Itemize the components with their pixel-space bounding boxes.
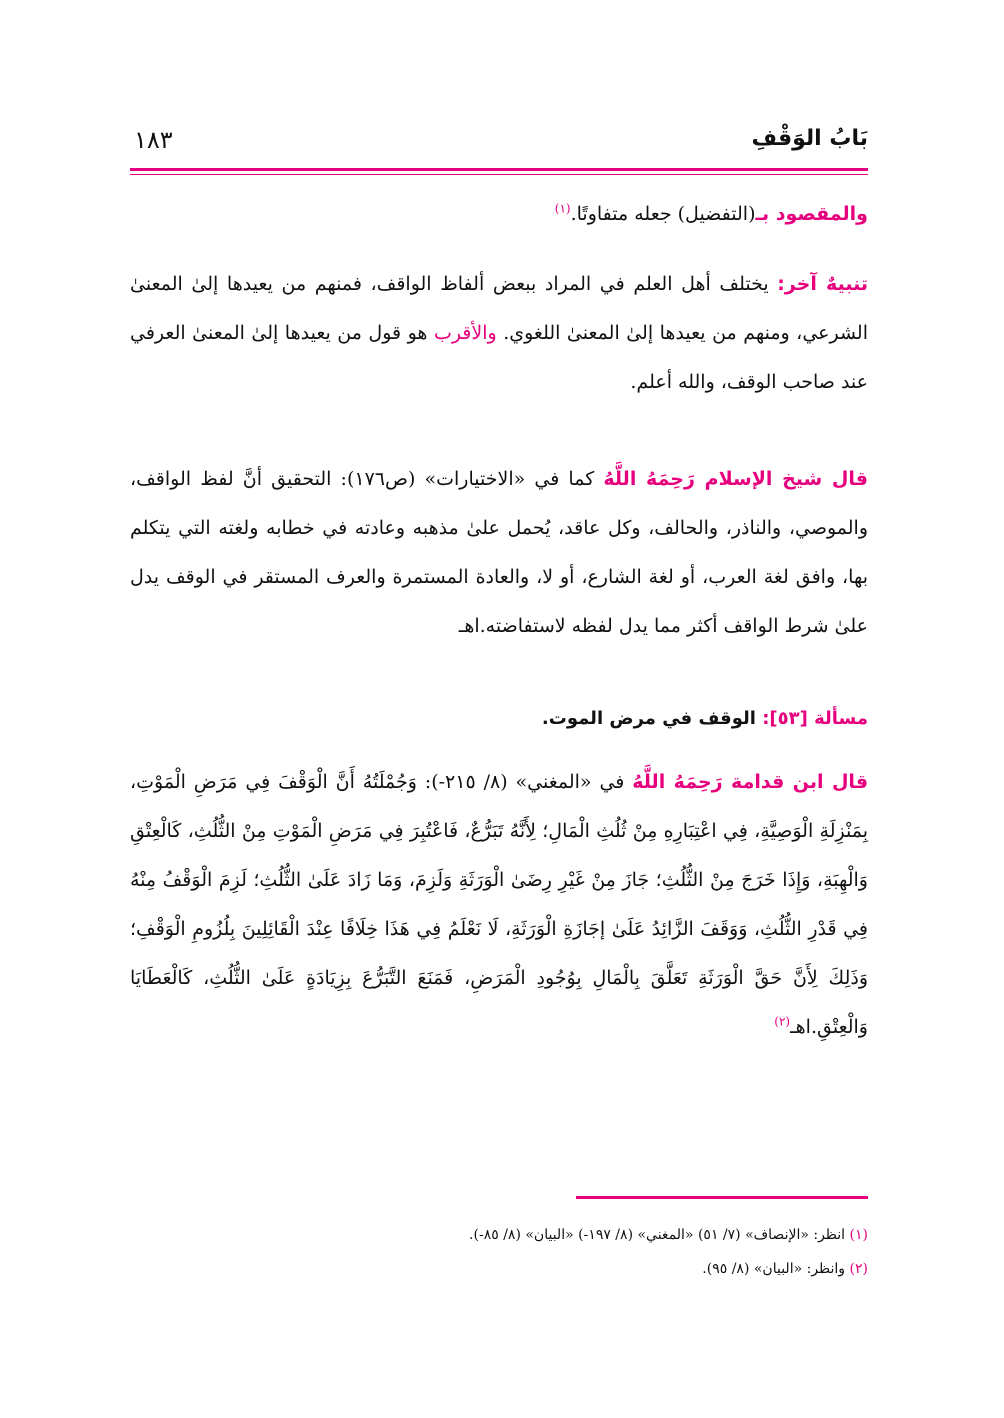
footnote-separator xyxy=(576,1196,868,1199)
quote-label-sheikh: قال شيخ الإسلام رَحِمَهُ اللَّهُ xyxy=(603,468,868,490)
footnote-ref-1: (١) xyxy=(554,201,571,216)
page-number: ١٨٣ xyxy=(134,126,173,154)
paragraph-notice xyxy=(130,260,868,407)
footnote-item xyxy=(130,1218,868,1252)
quote-label-ibn-qudamah: قال ابن قدامة رَحِمَهُ اللَّهُ xyxy=(632,771,869,793)
quote-text-ibn-qudamah: في «المغني» (٨/ ٢١٥-): وَجُمْلَتُهُ أَنَّ الْوَقْفَ فِي مَرَضِ الْمَوْتِ، بِمَنْزِلَةِ الْوَصِيَّةِ، فِي اعْتِبَارِهِ مِنْ ثُلُثِ الْمَالِ؛ لِأَنَّهُ تَبَرُّعٌ، فَاعْتُبِرَ فِي مَرَضِ الْمَوْتِ مِنْ الثُّلُثِ، كَالْعِتْقِ وَالْهِبَةِ، وَإِذَا خَرَجَ مِنْ الثُّلُثِ؛ جَازَ مِنْ غَيْرِ رِضَىٰ الْوَرَثَةِ وَلَزِمَ، وَمَا زَادَ عَلَىٰ الثُّلُثِ؛ لَزِمَ الْوَقْفُ مِنْهُ فِي قَدْرِ الثُّلُثِ، وَوَقَفَ الزَّائِدُ عَلَىٰ إجَازَةِ الْوَرَثَةِ، لَا نَعْلَمُ فِي هَذَا خِلَافًا عِنْدَ الْقَائِلِينَ بِلُزُومِ الْوَقْفِ؛ وَذَلِكَ لِأَنَّ حَقَّ الْوَرَثَةِ تَعَلَّقَ بِالْمَالِ بِوُجُودِ الْمَرَضِ، فَمَنَعَ التَّبَرُّعَ بِزِيَادَةٍ عَلَىٰ الثُّلُثِ، كَالْعَطَايَا وَالْعِتْقِ.اهـ xyxy=(130,771,868,1038)
issue-title: الوقف في مرض الموت. xyxy=(541,708,756,729)
chapter-title: بَابُ الوَقْفِ xyxy=(751,126,868,151)
paragraph-ibn-taymiyyah xyxy=(130,455,868,651)
issue-heading xyxy=(130,708,868,729)
notice-highlight: والأقرب xyxy=(433,322,497,344)
footnote-ref-2: (٢) xyxy=(774,1014,791,1029)
paragraph-definition xyxy=(130,190,868,239)
header-rule-thin xyxy=(130,174,868,175)
paragraph-ibn-qudamah xyxy=(130,758,868,1052)
footnote-text: انظر: «الإنصاف» (٧/ ٥١) «المغني» (٨/ ١٩٧-) «البيان» (٨/ ٨٥-). xyxy=(469,1227,846,1243)
footnote-number: (١) xyxy=(849,1227,868,1243)
footnote-text: وانظر: «البيان» (٨/ ٩٥). xyxy=(702,1261,846,1277)
footnote-item xyxy=(130,1252,868,1286)
footnotes xyxy=(130,1218,868,1286)
definition-text: (التفضيل) جعله متفاوتًا. xyxy=(570,203,756,225)
issue-number: مسألة [٥٣]: xyxy=(762,708,868,729)
footnote-number: (٢) xyxy=(849,1261,868,1277)
header-rule-thick xyxy=(130,168,868,171)
quote-text-sheikh: كما في «الاختيارات» (ص١٧٦): التحقيق أنَّ لفظ الواقف، والموصي، والناذر، والحالف، وكل عاقد، يُحمل علىٰ مذهبه وعادته في خطابه ولغته التي يتكلم بها، وافق لغة العرب، أو لغة الشارع، أو لا، والعادة المستمرة والعرف المستقر في الوقف يدل علىٰ شرط الواقف أكثر مما يدل لفظه لاستفاضته.اهـ xyxy=(130,468,868,637)
page-header xyxy=(130,112,868,168)
notice-label: تنبيهٌ آخر: xyxy=(777,273,868,295)
notice-text-a: يختلف أهل العلم في المراد ببعض ألفاظ الواقف، فمنهم من يعيدها إلىٰ المعنىٰ الشرعي، ومنهم من يعيدها إلىٰ المعنىٰ اللغوي. xyxy=(130,273,868,344)
definition-label: والمقصود بـ xyxy=(755,203,868,225)
notice-text-b: هو قول من يعيدها إلىٰ المعنىٰ العرفي عند صاحب الوقف، والله أعلم. xyxy=(130,322,868,393)
book-page xyxy=(130,0,868,1418)
